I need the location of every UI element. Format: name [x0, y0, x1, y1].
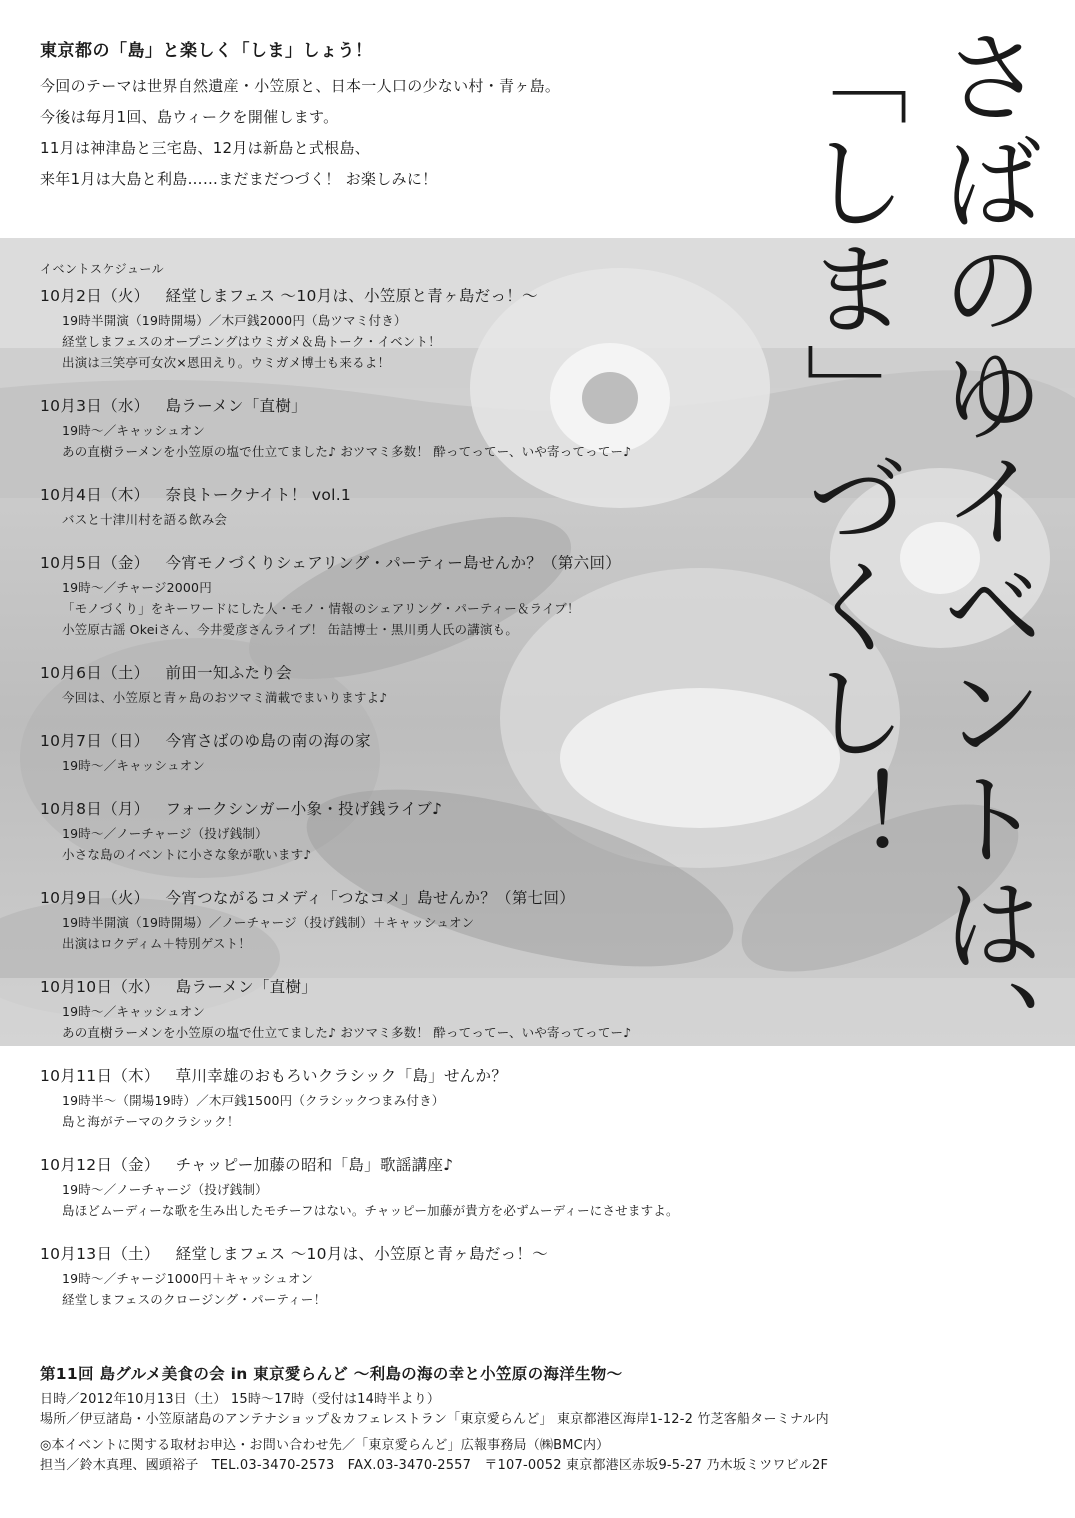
- footer-section: [40, 1362, 1040, 1476]
- intro-line: 11月は神津島と三宅島、12月は新島と式根島、: [40, 139, 371, 157]
- gourmet-event-title: 第11回 島グルメ美食の会 in 東京愛らんど ～利島の海の幸と小笠原の海洋生物～: [40, 1365, 623, 1383]
- event-item: [40, 482, 800, 530]
- event-title: 今宵つながるコメディ「つなコメ」島せんか？（第七回）: [165, 889, 576, 907]
- gourmet-event-date: 日時／2012年10月13日（土） 15時～17時（受付は14時半より）: [40, 1392, 441, 1407]
- event-detail: 19時～／チャージ2000円: [62, 580, 212, 595]
- event-date: 10月10日（水）: [40, 978, 160, 996]
- event-detail: 19時～／ノーチャージ（投げ銭制）: [62, 826, 268, 841]
- event-title: 今宵モノづくりシェアリング・パーティー島せんか？（第六回）: [165, 554, 622, 572]
- headline-line-1: さばのゆイベントは、: [925, 24, 1044, 1084]
- event-date: 10月9日（火）: [40, 889, 150, 907]
- event-title: 奈良トークナイト！ vol.1: [165, 486, 352, 504]
- event-item: [40, 796, 800, 865]
- event-title: 経堂しまフェス ～10月は、小笠原と青ヶ島だっ！～: [175, 1245, 549, 1263]
- event-item: [40, 660, 800, 708]
- event-detail: 「モノづくり」をキーワードにした人・モノ・情報のシェアリング・パーティー＆ライブ！: [62, 601, 580, 616]
- event-detail: 19時～／キャッシュオン: [62, 423, 206, 438]
- event-detail: 19時～／チャージ1000円＋キャッシュオン: [62, 1271, 314, 1286]
- event-detail: 19時～／ノーチャージ（投げ銭制）: [62, 1182, 268, 1197]
- event-date: 10月8日（月）: [40, 800, 150, 818]
- event-detail: 小さな島のイベントに小さな象が歌います♪: [62, 847, 312, 862]
- event-detail: 19時～／キャッシュオン: [62, 758, 206, 773]
- event-detail: 出演はロクディム＋特別ゲスト！: [62, 936, 252, 951]
- event-date: 10月4日（木）: [40, 486, 150, 504]
- event-item: [40, 550, 800, 640]
- event-title: 経堂しまフェス ～10月は、小笠原と青ヶ島だっ！～: [165, 287, 538, 305]
- event-date: 10月5日（金）: [40, 554, 150, 572]
- event-detail: 島ほどムーディーな歌を生み出したモチーフはない。チャッピー加藤が貴方を必ずムーディーにさせますよ。: [62, 1203, 679, 1218]
- schedule-label: イベントスケジュール: [40, 262, 165, 276]
- event-detail: バスと十津川村を語る飲み会: [62, 512, 228, 527]
- event-title: フォークシンガー小象・投げ銭ライブ♪: [165, 800, 443, 818]
- event-detail: 小笠原古謡 Okeiさん、今井愛彦さんライブ！ 缶詰博士・黒川勇人氏の講演も。: [62, 622, 519, 637]
- event-title: 島ラーメン「直樹」: [175, 978, 318, 996]
- event-date: 10月11日（木）: [40, 1067, 160, 1085]
- event-item: [40, 283, 800, 373]
- event-detail: あの直樹ラーメンを小笠原の塩で仕立てました♪ おツマミ多数！ 酔ってってー、いや寄ってってー♪: [62, 1025, 632, 1040]
- headline-line-2: 「しま」づくし！: [789, 24, 908, 872]
- event-detail: あの直樹ラーメンを小笠原の塩で仕立てました♪ おツマミ多数！ 酔ってってー、いや寄ってってー♪: [62, 444, 632, 459]
- event-detail: 経堂しまフェスのクロージング・パーティー！: [62, 1292, 327, 1307]
- event-item: [40, 1241, 800, 1310]
- event-detail: 出演は三笑亭可女次×恩田えり。ウミガメ博士も来るよ！: [62, 355, 391, 370]
- event-title: 今宵さばのゆ島の南の海の家: [165, 732, 371, 750]
- gourmet-event-place: 場所／伊豆諸島・小笠原諸島のアンテナショップ＆カフェレストラン「東京愛らんど」 東京都港区海岸1-12-2 竹芝客船ターミナル内: [40, 1412, 829, 1427]
- event-date: 10月13日（土）: [40, 1245, 160, 1263]
- event-date: 10月3日（水）: [40, 397, 150, 415]
- intro-line: 今回のテーマは世界自然遺産・小笠原と、日本一人口の少ない村・青ヶ島。: [40, 77, 561, 95]
- event-detail: 19時半開演（19時開場）／ノーチャージ（投げ銭制）＋キャッシュオン: [62, 915, 475, 930]
- event-date: 10月2日（火）: [40, 287, 150, 305]
- press-contact: ◎本イベントに関する取材お申込・お問い合わせ先／「東京愛らんど」広報事務局（㈱BMC内）: [40, 1438, 610, 1453]
- event-detail: 19時半開演（19時開場）／木戸銭2000円（島ツマミ付き）: [62, 313, 407, 328]
- event-detail: 島と海がテーマのクラシック！: [62, 1114, 240, 1129]
- event-item: [40, 1152, 800, 1221]
- event-schedule: [40, 260, 800, 1330]
- event-date: 10月6日（土）: [40, 664, 150, 682]
- event-item: [40, 393, 800, 462]
- event-date: 10月12日（金）: [40, 1156, 160, 1174]
- event-detail: 今回は、小笠原と青ヶ島のおツマミ満載でまいりますよ♪: [62, 690, 388, 705]
- intro-line: 来年1月は大島と利島……まだまだつづく！ お楽しみに！: [40, 170, 438, 188]
- event-detail: 19時～／キャッシュオン: [62, 1004, 206, 1019]
- event-date: 10月7日（日）: [40, 732, 150, 750]
- intro-lead: 東京都の「島」と楽しく「しま」しょう！: [40, 41, 373, 61]
- event-detail: 19時半～（開場19時）／木戸銭1500円（クラシックつまみ付き）: [62, 1093, 445, 1108]
- event-title: 前田一知ふたり会: [165, 664, 292, 682]
- event-item: [40, 1063, 800, 1132]
- event-title: チャッピー加藤の昭和「島」歌謡講座♪: [175, 1156, 454, 1174]
- intro-line: 今後は毎月1回、島ウィークを開催します。: [40, 108, 339, 126]
- event-item: [40, 728, 800, 776]
- intro-section: [40, 36, 720, 195]
- event-title: 島ラーメン「直樹」: [165, 397, 307, 415]
- contact-staff: 担当／鈴木真理、國頭裕子 TEL.03-3470-2573 FAX.03-3470-2557 〒107-0052 東京都港区赤坂9-5-27 乃木坂ミツワビル2F: [40, 1458, 829, 1473]
- event-detail: 経堂しまフェスのオープニングはウミガメ＆島トーク・イベント！: [62, 334, 441, 349]
- event-item: [40, 885, 800, 954]
- event-title: 草川幸雄のおもろいクラシック「島」せんか？: [175, 1067, 508, 1085]
- event-item: [40, 974, 800, 1043]
